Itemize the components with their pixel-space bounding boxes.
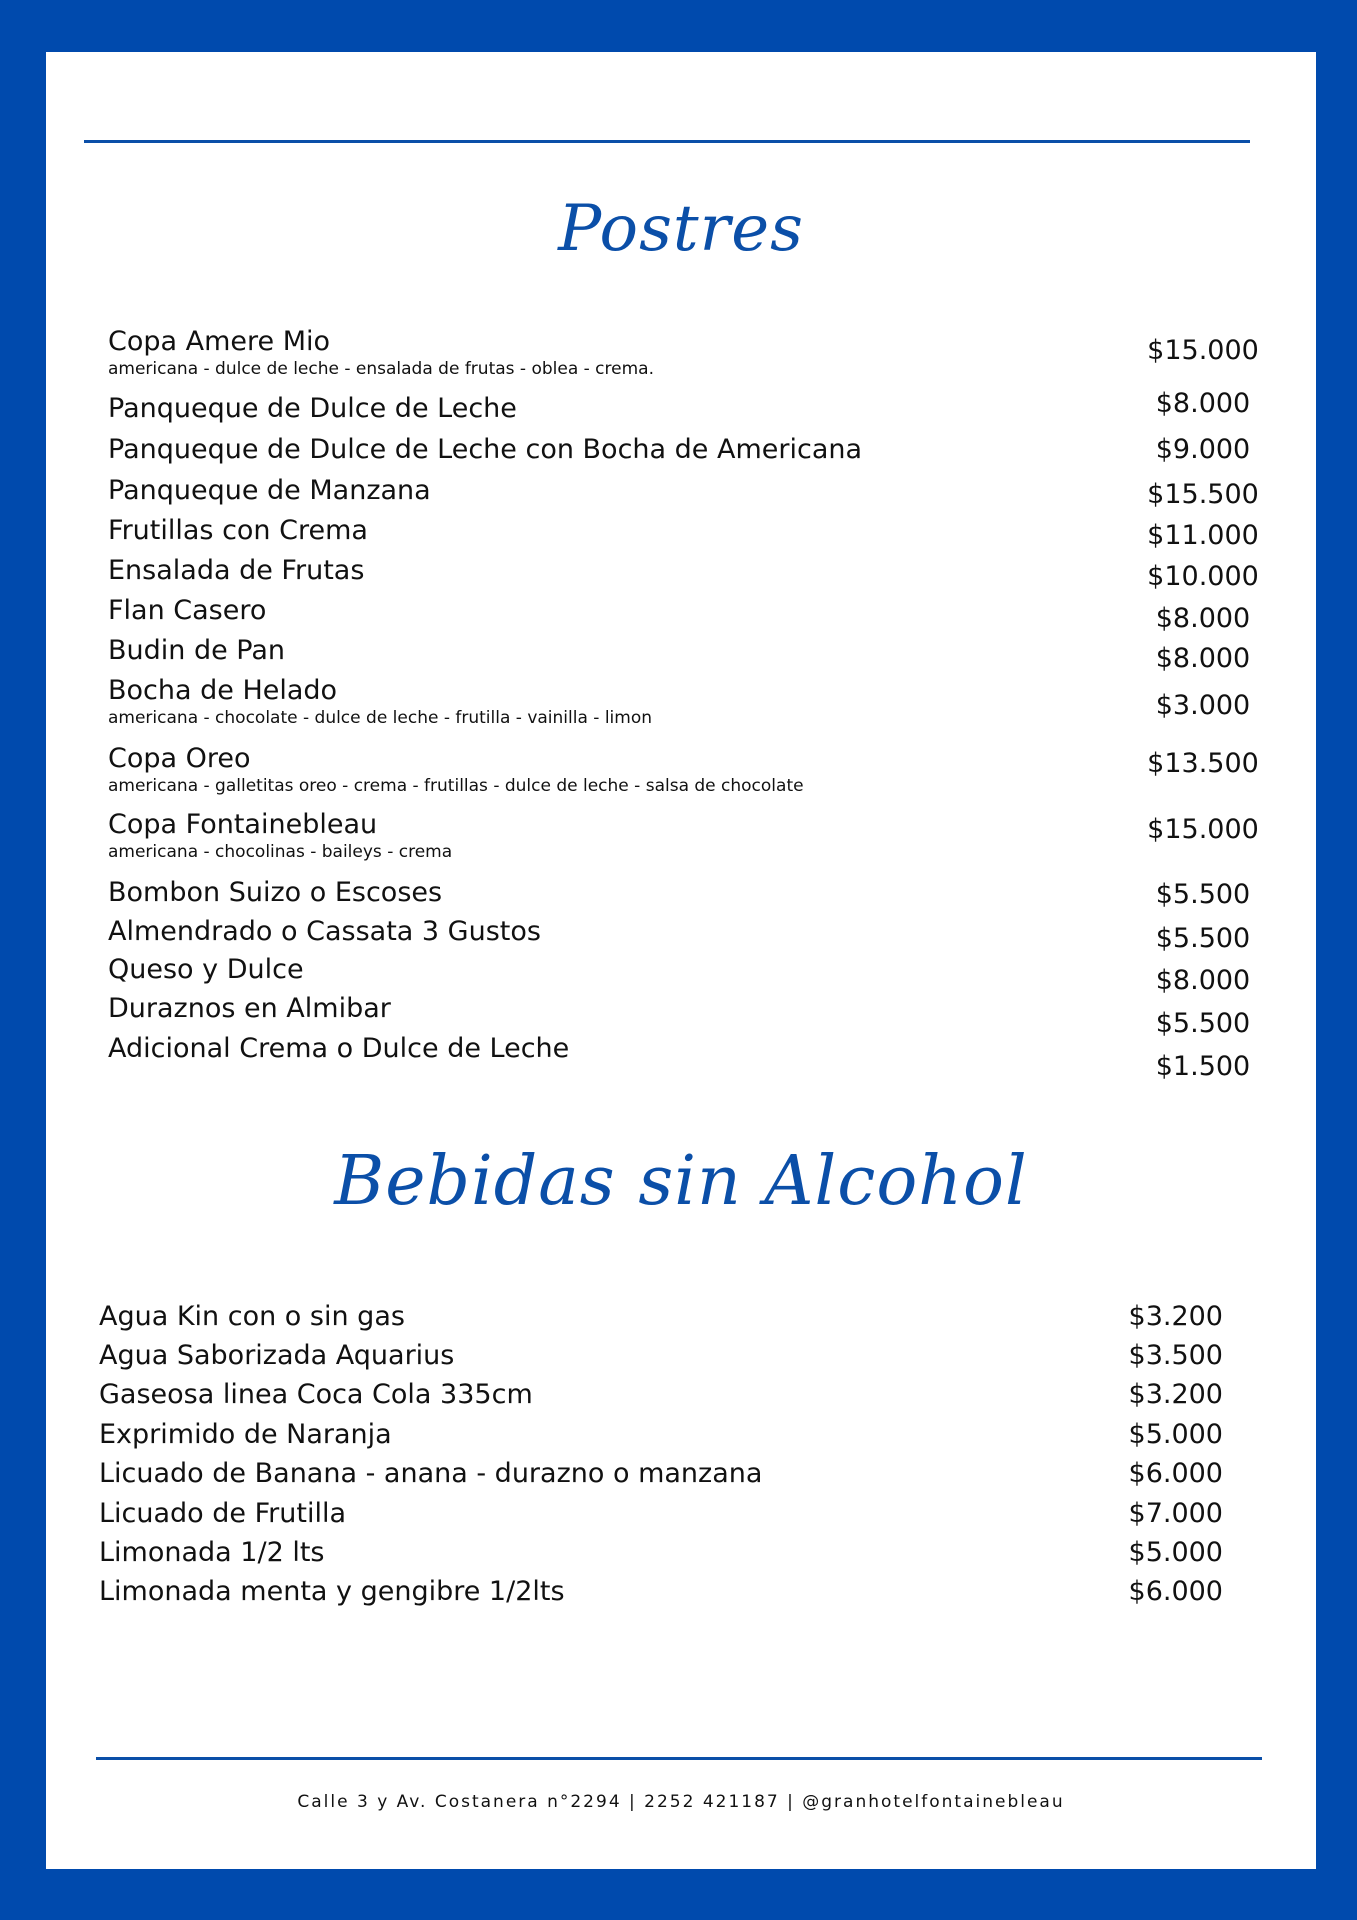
item-price: $8.000 xyxy=(1155,965,1251,996)
postres-item xyxy=(108,954,304,986)
item-price: $8.000 xyxy=(1155,603,1251,634)
item-price: $8.000 xyxy=(1155,643,1251,674)
item-name: Bocha de Helado xyxy=(108,675,338,706)
item-name: Bombon Suizo o Escoses xyxy=(108,877,443,908)
item-price: $5.500 xyxy=(1155,879,1251,910)
bebidas-item-price: $5.000 xyxy=(1128,1537,1223,1568)
item-price: $10.000 xyxy=(1147,561,1259,592)
postres-item xyxy=(108,675,652,729)
bottom-divider xyxy=(96,1757,1262,1760)
bebidas-item-price: $5.000 xyxy=(1128,1419,1223,1450)
item-name: Copa Amere Mio xyxy=(108,326,331,357)
item-name: Adicional Crema o Dulce de Leche xyxy=(108,1033,570,1064)
item-name: Panqueque de Manzana xyxy=(108,475,431,506)
postres-item xyxy=(108,993,391,1025)
postres-item xyxy=(108,635,285,667)
item-description: americana - chocolinas - baileys - crema xyxy=(108,842,453,862)
item-name: Panqueque de Dulce de Leche xyxy=(108,393,517,424)
item-price: $1.500 xyxy=(1155,1051,1251,1082)
postres-item xyxy=(108,555,364,587)
item-name: Ensalada de Frutas xyxy=(108,555,365,586)
item-price: $11.000 xyxy=(1147,520,1259,551)
item-price: $15.500 xyxy=(1147,479,1259,510)
item-name: Flan Casero xyxy=(108,595,267,626)
postres-item xyxy=(108,475,431,507)
postres-item xyxy=(108,326,654,380)
item-name: Budin de Pan xyxy=(108,635,286,666)
postres-item xyxy=(108,809,452,863)
item-name: Frutillas con Crema xyxy=(108,515,368,546)
bebidas-item-name: Licuado de Frutilla xyxy=(99,1498,347,1529)
item-price: $15.000 xyxy=(1147,814,1259,845)
postres-item xyxy=(108,743,804,797)
postres-title: Postres xyxy=(558,192,804,266)
bebidas-item-name: Limonada menta y gengibre 1/2lts xyxy=(99,1576,565,1607)
item-name: Duraznos en Almibar xyxy=(108,993,391,1024)
item-price: $5.500 xyxy=(1155,923,1251,954)
item-name: Almendrado o Cassata 3 Gustos xyxy=(108,916,541,947)
item-price: $13.500 xyxy=(1147,748,1259,779)
bebidas-item-price: $3.200 xyxy=(1128,1379,1223,1410)
bebidas-item-name: Exprimido de Naranja xyxy=(99,1419,392,1450)
postres-item xyxy=(108,393,517,425)
bebidas-item-price: $6.000 xyxy=(1128,1458,1223,1489)
postres-item xyxy=(108,595,266,627)
item-name: Copa Oreo xyxy=(108,743,251,774)
item-price: $5.500 xyxy=(1155,1008,1251,1039)
footer-contact: Calle 3 y Av. Costanera n°2294 | 2252 421187 | @granhotelfontainebleau xyxy=(297,1792,1065,1812)
postres-item xyxy=(108,434,862,466)
bebidas-title: Bebidas sin Alcohol xyxy=(334,1142,1028,1221)
item-name: Queso y Dulce xyxy=(108,954,304,985)
bebidas-item-price: $7.000 xyxy=(1128,1498,1223,1529)
item-price: $15.000 xyxy=(1147,335,1259,366)
bebidas-item-name: Limonada 1/2 lts xyxy=(99,1537,325,1568)
item-description: americana - chocolate - dulce de leche - frutilla - vainilla - limon xyxy=(108,708,653,728)
item-price: $9.000 xyxy=(1155,434,1251,465)
top-divider xyxy=(84,140,1250,143)
bebidas-item-name: Licuado de Banana - anana - durazno o manzana xyxy=(99,1458,763,1489)
item-price: $8.000 xyxy=(1155,388,1251,419)
bebidas-item-price: $3.500 xyxy=(1128,1340,1223,1371)
item-name: Copa Fontainebleau xyxy=(108,809,378,840)
bebidas-item-name: Agua Kin con o sin gas xyxy=(99,1301,405,1332)
bebidas-item-name: Gaseosa linea Coca Cola 335cm xyxy=(99,1379,533,1410)
item-name: Panqueque de Dulce de Leche con Bocha de Americana xyxy=(108,434,863,465)
menu-page xyxy=(46,52,1316,1869)
postres-item xyxy=(108,1033,569,1065)
postres-item xyxy=(108,515,368,547)
item-price: $3.000 xyxy=(1155,690,1251,721)
item-description: americana - galletitas oreo - crema - frutillas - dulce de leche - salsa de chocolate xyxy=(108,776,804,796)
bebidas-item-price: $6.000 xyxy=(1128,1576,1223,1607)
postres-item xyxy=(108,916,541,948)
postres-item xyxy=(108,877,442,909)
bebidas-item-price: $3.200 xyxy=(1128,1301,1223,1332)
bebidas-item-name: Agua Saborizada Aquarius xyxy=(99,1340,455,1371)
item-description: americana - dulce de leche - ensalada de frutas - oblea - crema. xyxy=(108,359,654,379)
